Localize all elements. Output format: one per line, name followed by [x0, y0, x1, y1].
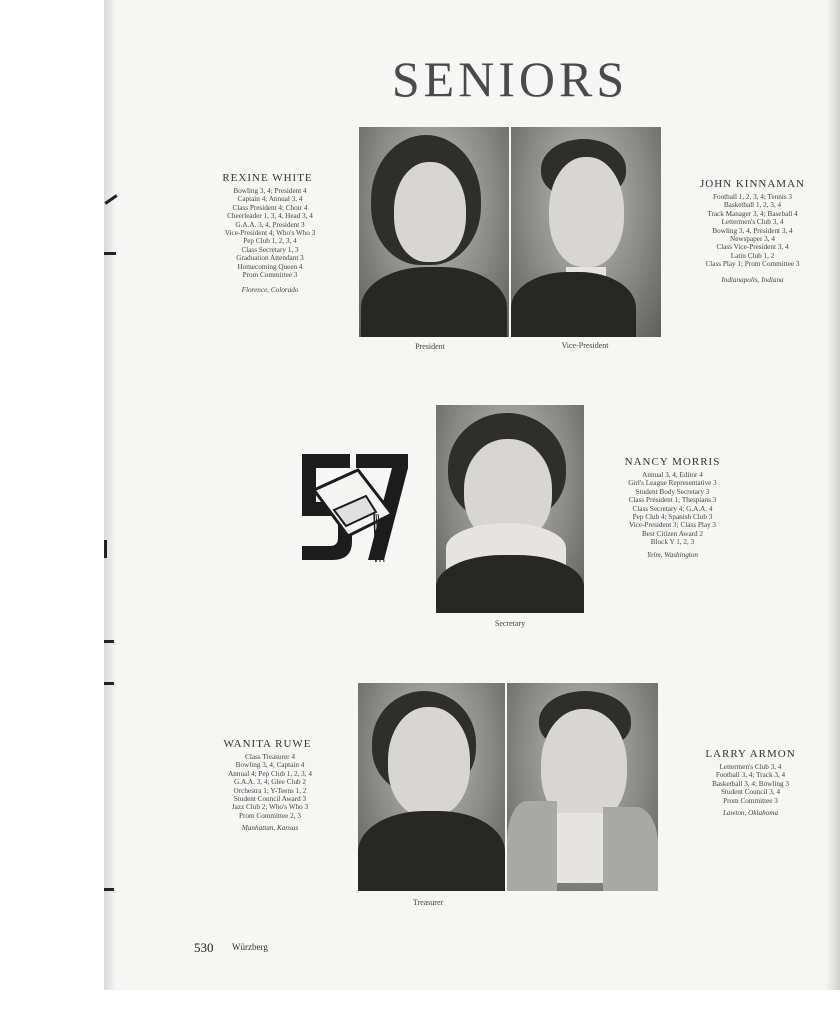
photo-caption: President: [415, 342, 445, 351]
student-hometown: Manhattan, Kansas: [241, 824, 299, 832]
student-photo: [507, 683, 658, 891]
student-name: JOHN KINNAMAN: [700, 178, 805, 190]
student-activities: Class Treasurer 4 Bowling 3, 4, Captain 4 Annual 4; Pep Club 1, 2, 3, 4 G.A.A. 3, 4; Glee Club 2 Orchestra 1; Y-Teens 1, 2 Student Council Award 3 Jazz Club 2; Who's Who 3 Prom Committee 2, 3: [228, 753, 312, 820]
scan-mark: [104, 540, 107, 558]
student-name: NANCY MORRIS: [624, 456, 721, 468]
page-gutter-shadow: [104, 0, 116, 990]
student-name: WANITA RUWE: [223, 738, 312, 750]
scan-mark: [104, 888, 114, 891]
student-photo: [359, 127, 509, 337]
student-hometown: Florence, Colorado: [241, 286, 299, 294]
scan-mark: [104, 252, 116, 255]
school-name: Würzberg: [232, 942, 268, 952]
scan-margin: [0, 0, 104, 1024]
page-title: SENIORS: [391, 51, 629, 107]
mortarboard-57-icon: [300, 452, 412, 564]
class-year-emblem: [300, 452, 412, 564]
student-hometown: Yelm, Washington: [647, 551, 698, 559]
page-edge-shadow: [826, 0, 840, 990]
scan-mark: [104, 640, 114, 643]
photo-caption: Treasurer: [412, 898, 444, 907]
page-number: 530: [194, 940, 214, 955]
student-activities: Annual 3, 4, Editor 4 Girl's League Representative 3 Student Body Secretary 3 Class President 1; Thespians 3 Class Secretary 4; G.A.A. 4 Pep Club 4; Spanish Club 3 Vice-President 3; Class Play 3 Best Citizen Award 2 Block Y 1, 2, 3: [628, 471, 717, 547]
student-photo: [511, 127, 661, 337]
student-hometown: Indianapolis, Indiana: [721, 276, 784, 284]
student-photo: [436, 405, 584, 613]
photo-caption: Secretary: [494, 619, 526, 628]
student-activities: Lettermen's Club 3, 4 Football 3, 4; Track 3, 4 Basketball 3, 4; Bowling 3 Student Council 3, 4 Prom Committee 3: [712, 763, 789, 805]
student-activities: Football 1, 2, 3, 4; Tennis 3 Basketball 1, 2, 3, 4 Track Manager 3, 4; Baseball 4 Lettermen's Club 3, 4 Bowling 3, 4, President 3, 4 Newspaper 3, 4 Class Vice-President 3, 4 Latin Club 1, 2 Class Play 1; Prom Committee 3: [705, 193, 800, 269]
student-name: REXINE WHITE: [222, 172, 313, 184]
student-photo: [358, 683, 505, 891]
photo-caption: Vice-President: [561, 341, 609, 350]
scan-bottom: [104, 990, 840, 1024]
scan-mark: [104, 682, 114, 685]
student-name: LARRY ARMON: [705, 748, 796, 760]
student-hometown: Lawton, Oklahoma: [722, 809, 779, 817]
student-activities: Bowling 3, 4; President 4 Captain 4; Annual 3, 4 Class President 4; Choir 4 Cheerleader 1, 3, 4, Head 3, 4 G.A.A. 3, 4, President 3 Vice-President 4; Who's Who 3 Pep Club 1, 2, 3, 4 Class Secretary 1, 3 Graduation Attendant 3 Homecoming Queen 4 Prom Committee 3: [224, 187, 316, 280]
